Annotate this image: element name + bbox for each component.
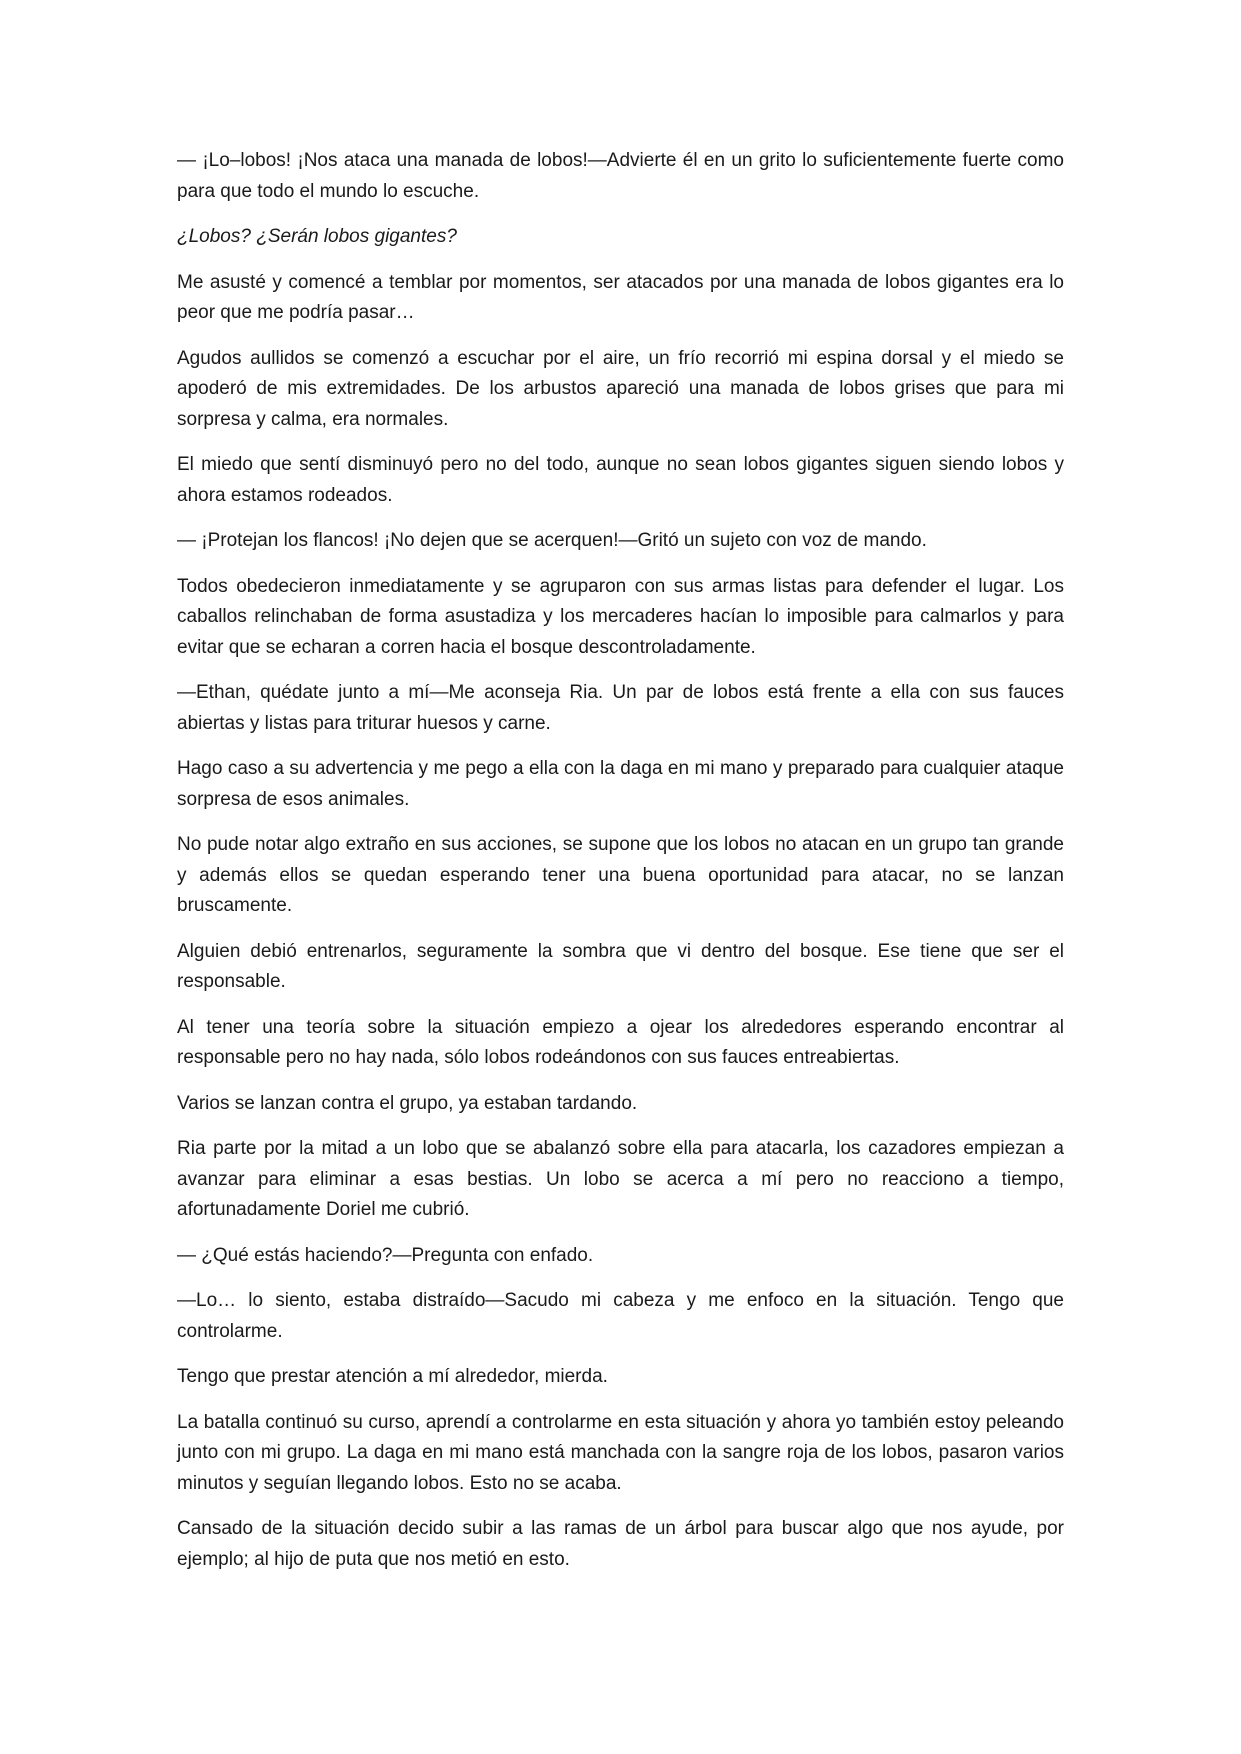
paragraph: Todos obedecieron inmediatamente y se agruparon con sus armas listas para defender el lugar. Los caballos relinchaban de forma asustadiza y los mercaderes hacían lo imposible para calmarlos y para evitar que se echaran a corren hacia el bosque descontroladamente. [177,575,1064,658]
document-page [177,146,1064,1590]
paragraph: Hago caso a su advertencia y me pego a ella con la daga en mi mano y preparado para cualquier ataque sorpresa de esos animales. [177,758,1064,810]
paragraph: — ¡Lo–lobos! ¡Nos ataca una manada de lobos!—Advierte él en un grito lo suficientemente fuerte como para que todo el mundo lo escuche. [177,150,1064,202]
paragraph: — ¡Protejan los flancos! ¡No dejen que se acerquen!—Gritó un sujeto con voz de mando. [177,530,927,551]
paragraph: —Ethan, quédate junto a mí—Me aconseja Ria. Un par de lobos está frente a ella con sus fauces abiertas y listas para triturar huesos y carne. [177,682,1064,734]
paragraph: El miedo que sentí disminuyó pero no del todo, aunque no sean lobos gigantes siguen siendo lobos y ahora estamos rodeados. [177,454,1064,506]
paragraph: Tengo que prestar atención a mí alrededor, mierda. [177,1366,608,1387]
paragraph: Me asusté y comencé a temblar por momentos, ser atacados por una manada de lobos gigantes era lo peor que me podría pasar… [177,271,1064,323]
paragraph: Ria parte por la mitad a un lobo que se abalanzó sobre ella para atacarla, los cazadores empiezan a avanzar para eliminar a esas bestias. Un lobo se acerca a mí pero no reacciono a tiempo, afortunadamente Doriel me cubrió. [177,1138,1064,1220]
paragraph: Al tener una teoría sobre la situación empiezo a ojear los alrededores esperando encontrar al responsable pero no hay nada, sólo lobos rodeándonos con sus fauces entreabiertas. [177,1016,1064,1068]
paragraph: No pude notar algo extraño en sus acciones, se supone que los lobos no atacan en un grupo tan grande y además ellos se quedan esperando tener una buena oportunidad para atacar, no se lanzan bruscamente. [177,834,1064,916]
paragraph: La batalla continuó su curso, aprendí a controlarme en esta situación y ahora yo también estoy peleando junto con mi grupo. La daga en mi mano está manchada con la sangre roja de los lobos, pasaron varios minutos y seguían llegando lobos. Esto no se acaba. [177,1411,1064,1494]
paragraph: Varios se lanzan contra el grupo, ya estaban tardando. [177,1092,638,1114]
paragraph: Agudos aullidos se comenzó a escuchar por el aire, un frío recorrió mi espina dorsal y el miedo se apoderó de mis extremidades. De los arbustos apareció una manada de lobos grises que para mi sorpresa y calma, era normales. [177,347,1064,430]
paragraph: ¿Lobos? ¿Serán lobos gigantes? [177,226,457,247]
paragraph: —Lo… lo siento, estaba distraído—Sacudo mi cabeza y me enfoco en la situación. Tengo que controlarme. [177,1290,1064,1342]
paragraph: — ¿Qué estás haciendo?—Pregunta con enfado. [177,1244,594,1266]
paragraph: Alguien debió entrenarlos, seguramente la sombra que vi dentro del bosque. Ese tiene que ser el responsable. [177,940,1064,992]
paragraph: Cansado de la situación decido subir a las ramas de un árbol para buscar algo que nos ayude, por ejemplo; al hijo de puta que nos metió en esto. [177,1518,1064,1570]
